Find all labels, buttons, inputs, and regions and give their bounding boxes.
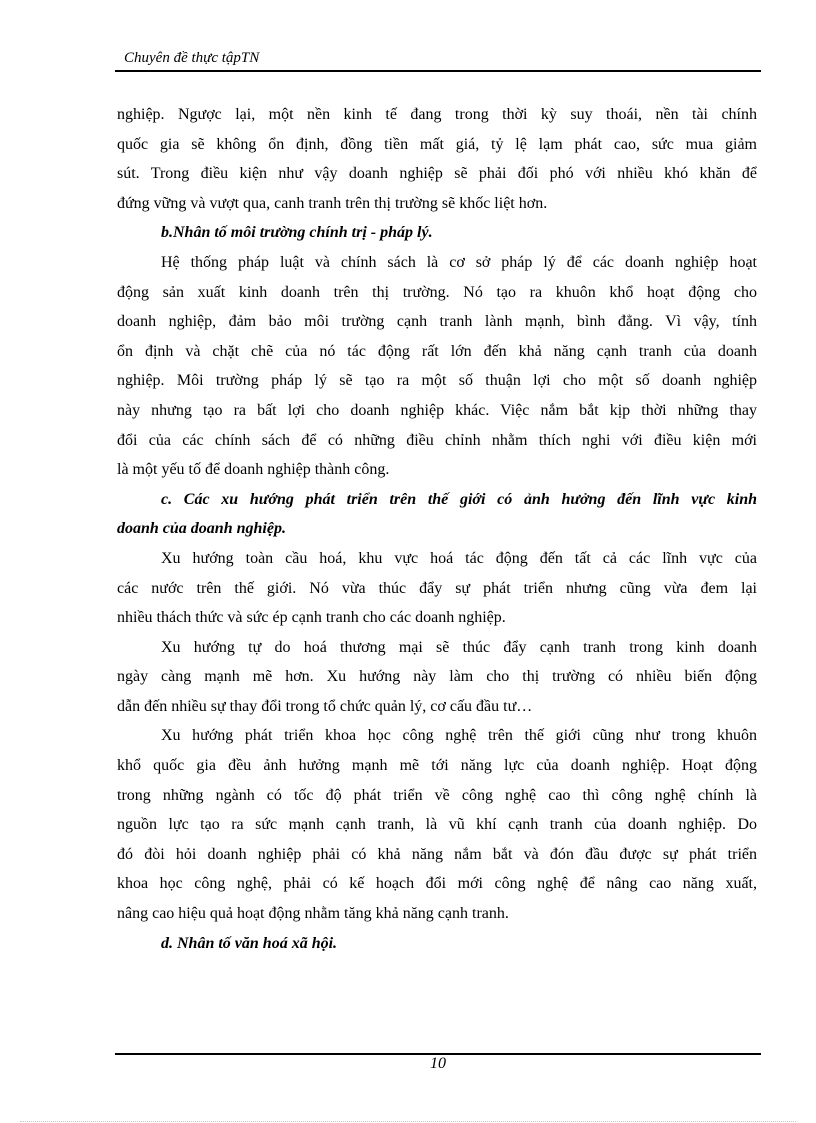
body-line: động sản xuất kinh doanh trên thị trường. Nó tạo ra khuôn khổ hoạt động cho [117,283,757,301]
body-line: quốc gia sẽ không ổn định, đồng tiền mất giá, tỷ lệ lạm phát cao, sức mua giảm [117,135,757,153]
body-line: các nước trên thế giới. Nó vừa thúc đẩy sự phát triển nhưng cũng vừa đem lại [117,579,757,597]
document-body [117,100,757,958]
body-line: Xu hướng phát triển khoa học công nghệ trên thế giới cũng như trong khuôn [161,727,757,745]
body-line: ổn định và chặt chẽ của nó tác động rất lớn đến khả năng cạnh tranh của doanh [117,342,757,360]
body-line: Hệ thống pháp luật và chính sách là cơ sở pháp lý để các doanh nghiệp hoạt [161,253,757,271]
body-line: này nhưng tạo ra bất lợi cho doanh nghiệp khác. Việc nắm bắt kịp thời những thay [117,401,757,419]
body-line: là một yếu tố để doanh nghiệp thành công. [117,461,390,479]
header-title: Chuyên đề thực tậpTN [124,50,260,66]
body-line: nghiệp. Môi trường pháp lý sẽ tạo ra một số thuận lợi cho một số doanh nghiệp [117,372,757,390]
body-line: Xu hướng tự do hoá thương mại sẽ thúc đẩy cạnh tranh trong kinh doanh [161,638,757,656]
page-number: 10 [430,1055,446,1072]
section-heading-c: doanh của doanh nghiệp. [117,520,286,538]
body-line: Xu hướng toàn cầu hoá, khu vực hoá tác động đến tất cả các lĩnh vực của [161,549,757,567]
body-line: trong những ngành có tốc độ phát triển về công nghệ cao thì công nghệ chính là [117,786,757,804]
header-divider [115,70,761,72]
section-heading-c: c. Các xu hướng phát triển trên thế giới có ảnh hưởng đến lĩnh vực kinh [161,490,757,508]
body-line: đứng vững và vượt qua, canh tranh trên thị trường sẽ khốc liệt hơn. [117,194,548,212]
body-line: doanh nghiệp, đảm bảo môi trường cạnh tranh lành mạnh, bình đẳng. Vì vậy, tính [117,313,757,331]
body-line: đó đòi hỏi doanh nghiệp phải có khả năng nắm bắt và đón đầu được sự phát triển [117,845,757,863]
section-heading-d: d. Nhân tố văn hoá xã hội. [161,934,338,952]
section-heading-b: b.Nhân tố môi trường chính trị - pháp lý. [161,224,433,242]
page-edge-dotted-line [20,1121,796,1122]
body-line: nghiệp. Ngược lại, một nền kinh tế đang trong thời kỳ suy thoái, nền tài chính [117,106,757,123]
body-line: ngày càng mạnh mẽ hơn. Xu hướng này làm cho thị trường có nhiều biến động [117,668,757,686]
body-line: khổ quốc gia đều ảnh hưởng mạnh mẽ tới năng lực của doanh nghiệp. Hoạt động [117,757,757,775]
body-line: nâng cao hiệu quả hoạt động nhằm tăng khả năng cạnh tranh. [117,905,509,923]
body-line: khoa học công nghệ, phải có kế hoạch đổi mới công nghệ để nâng cao năng xuất, [117,875,757,893]
body-line: nhiều thách thức và sức ép cạnh tranh cho các doanh nghiệp. [117,609,506,627]
body-line: nguồn lực tạo ra sức mạnh cạnh tranh, là vũ khí cạnh tranh của doanh nghiệp. Do [117,816,757,834]
body-line: đổi của các chính sách để có những điều chỉnh nhằm thích nghi với điều kiện mới [117,431,757,449]
body-line: sút. Trong điều kiện như vậy doanh nghiệp sẽ phải đối phó với nhiều khó khăn để [117,165,757,183]
body-line: dẫn đến nhiều sự thay đổi trong tổ chức quản lý, cơ cấu đầu tư… [117,697,533,715]
